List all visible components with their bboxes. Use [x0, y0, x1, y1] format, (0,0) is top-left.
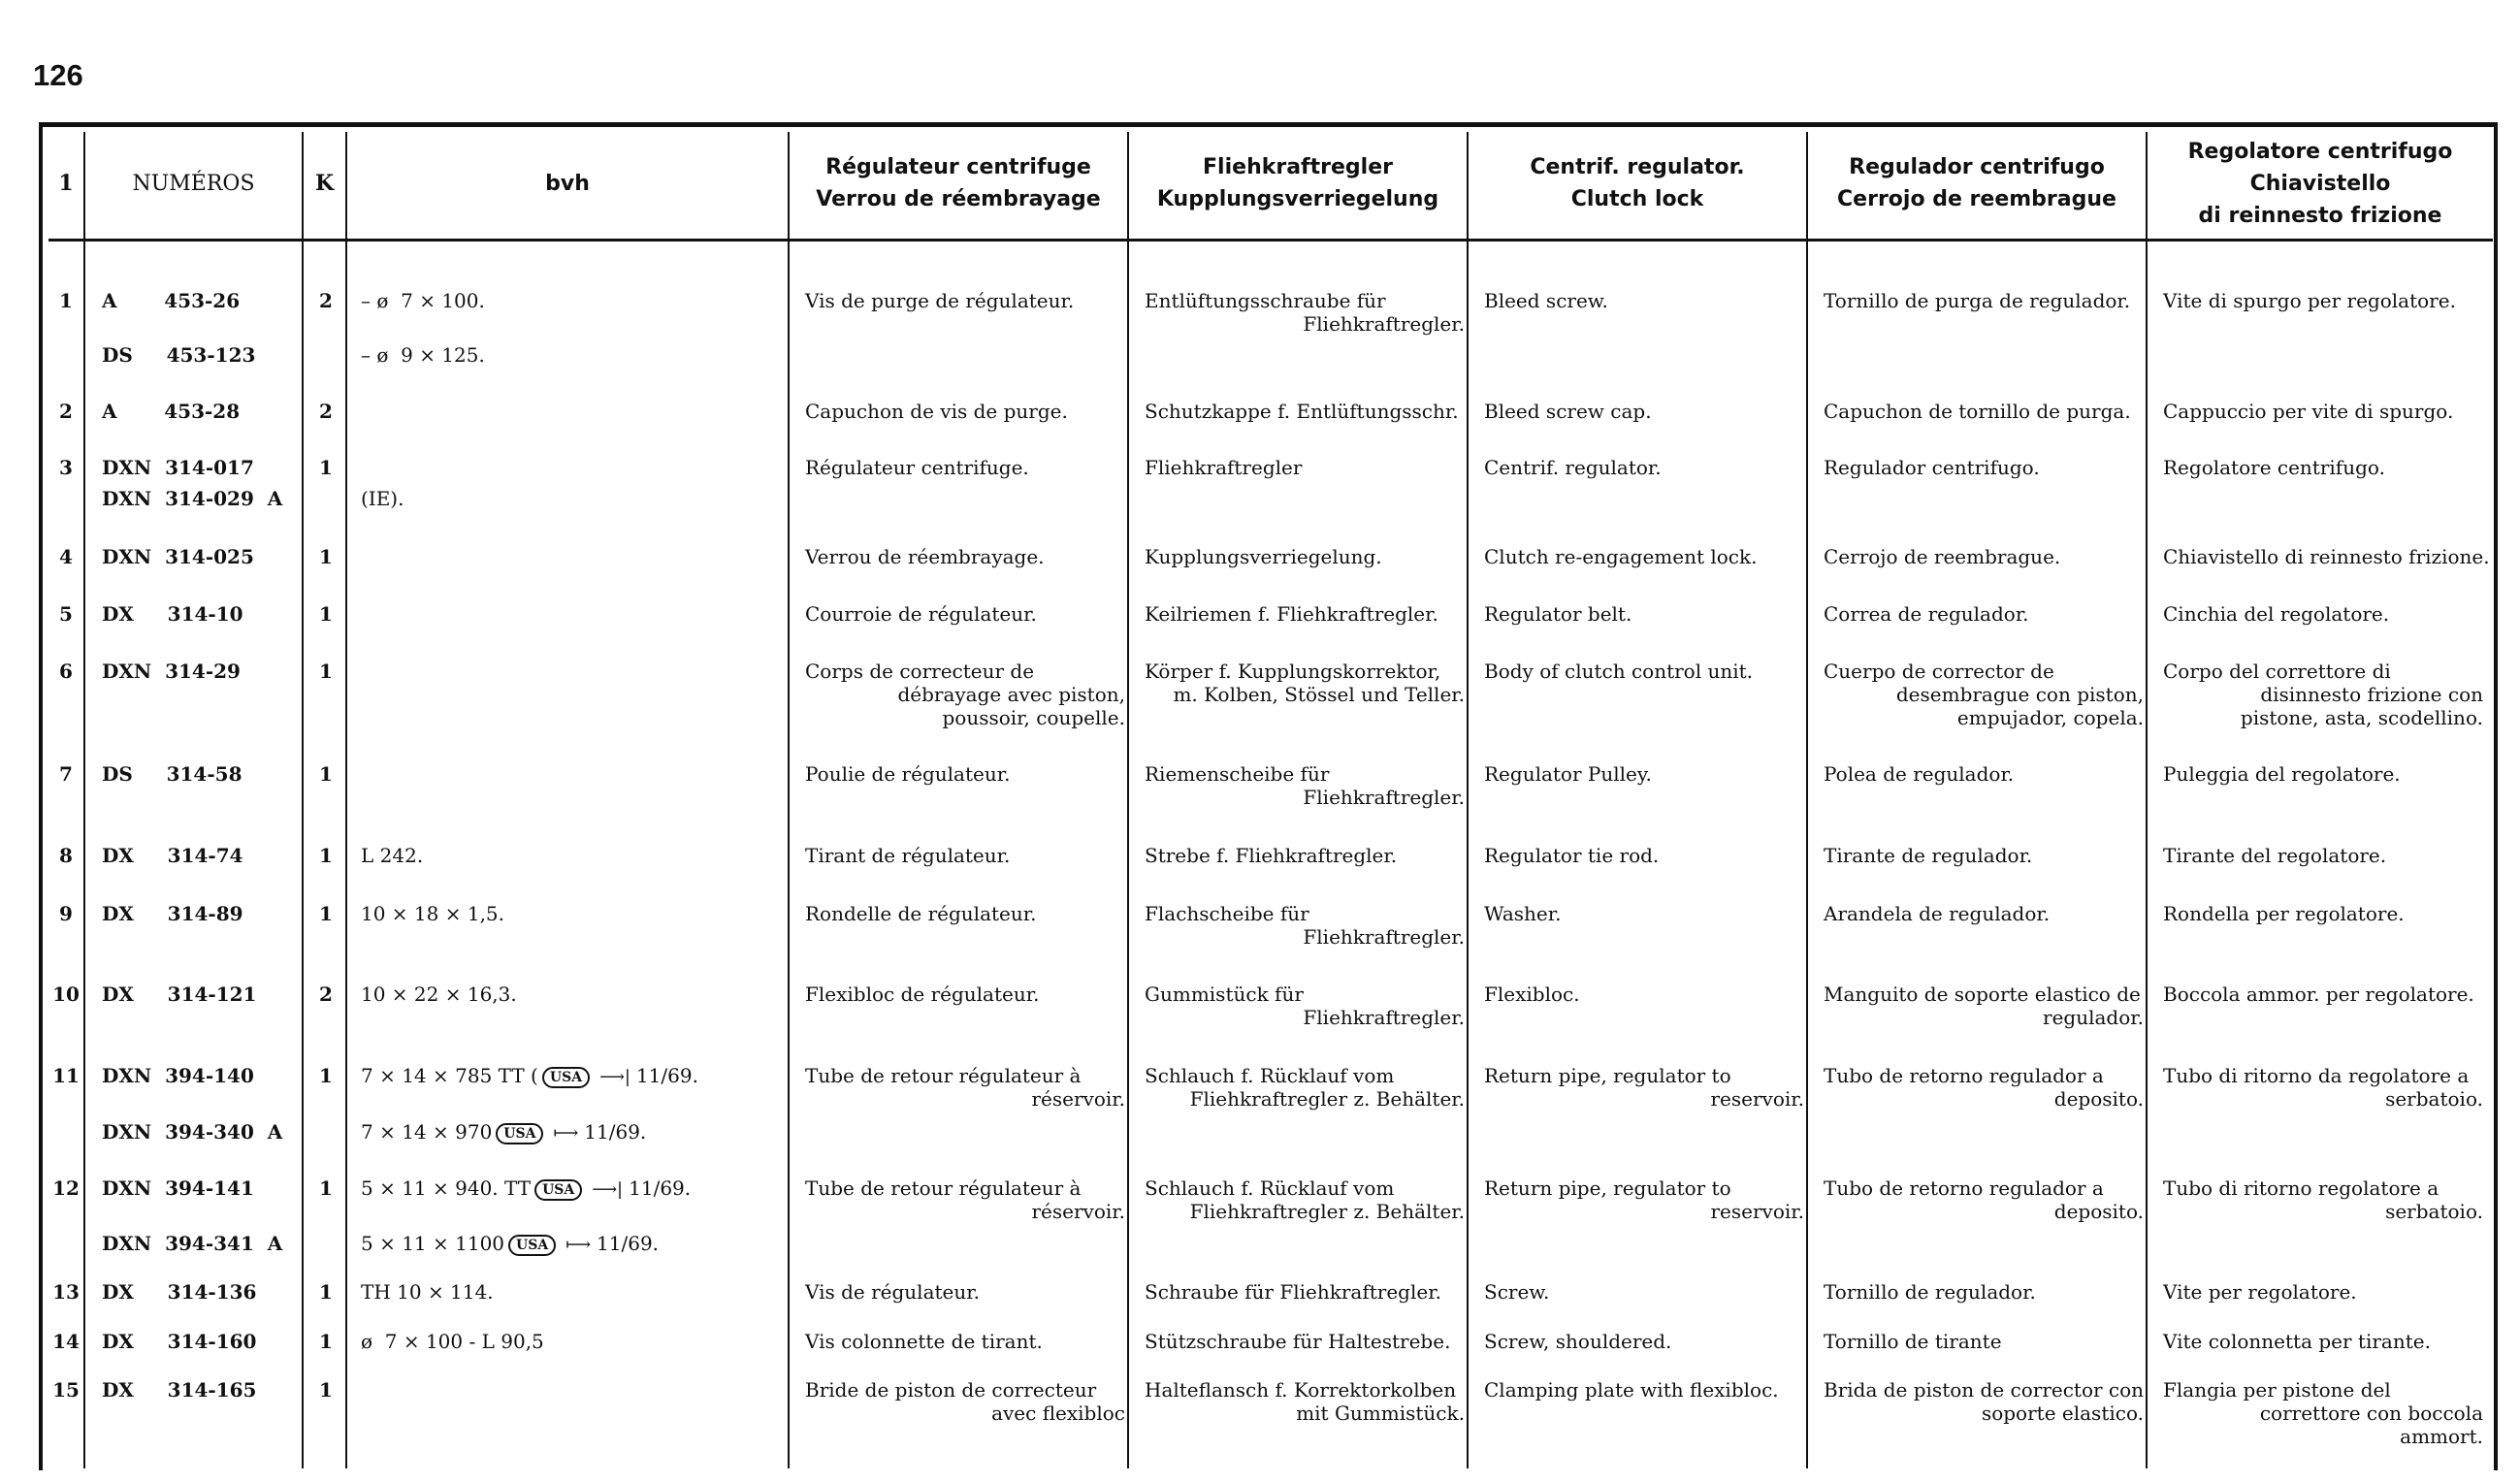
desc-es: Tornillo de purga de regulador.: [1824, 289, 2131, 312]
desc-de: Schlauch f. Rücklauf vom: [1145, 1064, 1395, 1087]
bvh-spec: [361, 1280, 778, 1304]
desc-en: Regulator belt.: [1484, 602, 1632, 626]
bvh-spec: [361, 1330, 778, 1353]
date-arrow-icon: ⟶|: [599, 1067, 630, 1087]
usa-badge-icon: USA: [496, 1123, 543, 1144]
desc-es: Polea de regulador.: [1824, 762, 2015, 786]
desc-fr-cont: réservoir.: [1031, 1200, 1125, 1223]
quantity-k: 1: [319, 1176, 333, 1200]
header-it-line: Chiavistello: [2249, 171, 2391, 196]
row-index: 10: [52, 983, 80, 1006]
desc-it-cont: pistone, asta, scodellino.: [2240, 706, 2483, 729]
row-index: 7: [59, 762, 73, 786]
header-de-line: Kupplungsverriegelung: [1156, 187, 1439, 211]
desc-en: Bleed screw cap.: [1484, 400, 1652, 423]
part-number: DX 314-74: [102, 844, 243, 867]
desc-de-cont: Fliehkraftregler.: [1303, 1006, 1465, 1029]
part-number: DS 314-58: [102, 762, 242, 786]
desc-en: Regulator Pulley.: [1484, 762, 1652, 786]
part-number: DX 314-165: [102, 1378, 257, 1401]
header-en: [1469, 132, 1806, 235]
column-divider: [345, 132, 347, 1468]
desc-fr: Bride de piston de correcteur: [805, 1378, 1097, 1401]
row-index: 2: [59, 400, 73, 423]
part-number: A 453-28: [102, 400, 241, 423]
bvh-text: ø 7 × 100 - L 90,5: [361, 1330, 544, 1353]
desc-es-cont: deposito.: [2053, 1087, 2144, 1111]
part-number: DXN 394-140: [102, 1064, 254, 1087]
bvh-text: – ø 9 × 125.: [361, 343, 485, 367]
desc-es: Cerrojo de reembrague.: [1824, 545, 2061, 568]
usa-badge-icon: USA: [542, 1067, 590, 1088]
bvh-text: L 242.: [361, 844, 424, 867]
desc-de: Keilriemen f. Fliehkraftregler.: [1145, 602, 1438, 626]
desc-en: Washer.: [1484, 902, 1562, 925]
desc-en-cont: reservoir.: [1710, 1087, 1804, 1111]
row-index: 11: [52, 1064, 80, 1087]
header-bvh: bvh: [545, 171, 590, 196]
page-number: 126: [33, 58, 83, 92]
desc-es: Tornillo de tirante: [1824, 1330, 2002, 1353]
desc-en: Centrif. regulator.: [1484, 456, 1662, 479]
desc-it: Rondella per regolatore.: [2163, 902, 2405, 925]
bvh-text: – ø 7 × 100.: [361, 289, 485, 312]
date-arrow-icon: ⟼: [553, 1123, 579, 1144]
desc-de: Schraube für Fliehkraftregler.: [1145, 1280, 1441, 1304]
usa-badge-icon: USA: [508, 1235, 556, 1256]
date-arrow-icon: ⟶|: [592, 1179, 624, 1200]
bvh-date: 11/69.: [635, 1064, 698, 1087]
desc-it: Puleggia del regolatore.: [2163, 762, 2401, 786]
bvh-spec: [361, 902, 778, 925]
bvh-text: 7 × 14 × 970: [361, 1120, 493, 1144]
desc-en: Screw, shouldered.: [1484, 1330, 1672, 1353]
usa-badge-icon: USA: [534, 1179, 582, 1201]
part-number: DX 314-89: [102, 902, 243, 925]
desc-it: Cinchia del regolatore.: [2163, 602, 2390, 626]
header-rule: [48, 239, 2493, 242]
row-index: 14: [52, 1330, 80, 1353]
desc-de: Gummistück für: [1145, 983, 1304, 1006]
desc-it: Vite per regolatore.: [2163, 1280, 2357, 1304]
header-fr-line: Verrou de réembrayage: [816, 187, 1101, 211]
desc-de: Riemenscheibe für: [1145, 762, 1330, 786]
desc-fr: Tube de retour régulateur à: [805, 1176, 1082, 1200]
bvh-spec: [361, 1232, 778, 1257]
desc-en: Flexibloc.: [1484, 983, 1580, 1006]
desc-de-cont: mit Gummistück.: [1296, 1401, 1465, 1425]
desc-fr: Capuchon de vis de purge.: [805, 400, 1068, 423]
bvh-spec: [361, 983, 778, 1006]
desc-es-cont: regulador.: [2043, 1006, 2144, 1029]
part-number: DXN 394-341 A: [102, 1232, 283, 1255]
desc-de-cont: Fliehkraftregler.: [1303, 312, 1465, 336]
part-number: DXN 314-29: [102, 660, 241, 683]
desc-es: Capuchon de tornillo de purga.: [1824, 400, 2131, 423]
desc-es: Cuerpo de corrector de: [1824, 660, 2054, 683]
part-number: A 453-26: [102, 289, 241, 312]
row-index: 6: [59, 660, 73, 683]
desc-de-cont: Fliehkraftregler z. Behälter.: [1189, 1200, 1465, 1223]
quantity-k: 1: [319, 1378, 333, 1401]
bvh-spec: [361, 1064, 778, 1089]
quantity-k: 2: [319, 983, 333, 1006]
desc-it: Tubo di ritorno da regolatore a: [2163, 1064, 2470, 1087]
desc-de: Flachscheibe für: [1145, 902, 1309, 925]
bvh-date: 11/69.: [597, 1232, 660, 1255]
row-index: 12: [52, 1176, 80, 1200]
part-number: DS 453-123: [102, 343, 256, 367]
header-it-line: di reinnesto frizione: [2198, 203, 2442, 228]
bvh-date: 11/69.: [584, 1120, 647, 1144]
column-divider: [83, 132, 85, 1468]
desc-fr: Vis de purge de régulateur.: [805, 289, 1075, 312]
desc-it: Flangia per pistone del: [2163, 1378, 2391, 1401]
quantity-k: 2: [319, 400, 333, 423]
desc-de: Stützschraube für Haltestrebe.: [1145, 1330, 1451, 1353]
desc-it: Regolatore centrifugo.: [2163, 456, 2385, 479]
desc-it: Chiavistello di reinnesto frizione.: [2163, 545, 2490, 568]
row-index: 9: [59, 902, 73, 925]
desc-es-cont: desembrague con piston,: [1895, 683, 2144, 706]
desc-fr-cont: débrayage avec piston,: [897, 683, 1125, 706]
bvh-spec: [361, 343, 778, 367]
desc-fr: Rondelle de régulateur.: [805, 902, 1037, 925]
row-index: 15: [52, 1378, 80, 1401]
desc-es: Tubo de retorno regulador a: [1824, 1176, 2104, 1200]
desc-es: Regulador centrifugo.: [1824, 456, 2040, 479]
row-index: 5: [59, 602, 73, 626]
desc-es: Tirante de regulador.: [1824, 844, 2033, 867]
desc-it-cont: correttore con boccola: [2259, 1401, 2483, 1425]
bvh-text: TH 10 × 114.: [361, 1280, 494, 1304]
row-index: 1: [59, 289, 73, 312]
desc-de: Kupplungsverriegelung.: [1145, 545, 1382, 568]
part-number: DXN 394-141: [102, 1176, 254, 1200]
quantity-k: 1: [319, 1064, 333, 1087]
quantity-k: 1: [319, 456, 333, 479]
desc-en: Regulator tie rod.: [1484, 844, 1660, 867]
desc-de: Körper f. Kupplungskorrektor,: [1145, 660, 1441, 683]
desc-it-cont: ammort.: [2400, 1425, 2483, 1448]
desc-it: Vite di spurgo per regolatore.: [2163, 289, 2456, 312]
header-de: [1129, 132, 1467, 235]
desc-es-cont: empujador, copela.: [1956, 706, 2144, 729]
part-number: DX 314-136: [102, 1280, 257, 1304]
bvh-spec: [361, 1120, 778, 1145]
column-divider: [788, 132, 790, 1468]
part-number: DXN 314-029 A: [102, 487, 283, 510]
desc-es-cont: soporte elastico.: [1981, 1401, 2144, 1425]
desc-de: Entlüftungsschraube für: [1145, 289, 1386, 312]
desc-en: Clutch re-engagement lock.: [1484, 545, 1758, 568]
row-index: 3: [59, 456, 73, 479]
column-divider: [302, 132, 304, 1468]
bvh-text: (IE).: [361, 487, 404, 510]
header-index: 1: [58, 170, 74, 196]
header-es-line: Cerrojo de reembrague: [1837, 187, 2116, 211]
column-divider: [1127, 132, 1129, 1468]
header-k: K: [314, 170, 335, 196]
desc-en-cont: reservoir.: [1710, 1200, 1804, 1223]
row-index: 13: [52, 1280, 80, 1304]
desc-es: Manguito de soporte elastico de: [1824, 983, 2141, 1006]
desc-fr: Corps de correcteur de: [805, 660, 1035, 683]
desc-fr: Courroie de régulateur.: [805, 602, 1037, 626]
desc-fr: Tube de retour régulateur à: [805, 1064, 1082, 1087]
desc-en: Bleed screw.: [1484, 289, 1608, 312]
desc-it-cont: serbatoio.: [2385, 1200, 2483, 1223]
header-fr: [790, 132, 1127, 235]
desc-fr-cont: poussoir, coupelle.: [942, 706, 1125, 729]
quantity-k: 1: [319, 660, 333, 683]
part-number: DX 314-121: [102, 983, 257, 1006]
bvh-text: 10 × 22 × 16,3.: [361, 983, 517, 1006]
desc-fr-cont: réservoir.: [1031, 1087, 1125, 1111]
header-es-line: Regulador centrifugo: [1849, 155, 2105, 179]
quantity-k: 2: [319, 289, 333, 312]
part-number: DX 314-160: [102, 1330, 257, 1353]
desc-fr: Poulie de régulateur.: [805, 762, 1011, 786]
bvh-text: 5 × 11 × 1100: [361, 1232, 505, 1255]
bvh-spec: [361, 289, 778, 312]
desc-it: Tubo di ritorno regolatore a: [2163, 1176, 2439, 1200]
header-it: [2148, 132, 2493, 235]
desc-de-cont: Fliehkraftregler.: [1303, 786, 1465, 809]
desc-it-cont: disinnesto frizione con: [2260, 683, 2483, 706]
desc-it: Tirante del regolatore.: [2163, 844, 2387, 867]
bvh-spec: [361, 487, 778, 510]
desc-it: Boccola ammor. per regolatore.: [2163, 983, 2474, 1006]
quantity-k: 1: [319, 1330, 333, 1353]
desc-de: Schutzkappe f. Entlüftungsschr.: [1145, 400, 1459, 423]
bvh-text: 7 × 14 × 785 TT (: [361, 1064, 538, 1087]
part-number: DXN 314-017: [102, 456, 254, 479]
header-it-line: Regolatore centrifugo: [2187, 139, 2453, 164]
date-arrow-icon: ⟼: [565, 1235, 592, 1255]
quantity-k: 1: [319, 762, 333, 786]
part-number: DX 314-10: [102, 602, 243, 626]
quantity-k: 1: [319, 844, 333, 867]
bvh-text: 10 × 18 × 1,5.: [361, 902, 505, 925]
desc-en: Return pipe, regulator to: [1484, 1064, 1731, 1087]
desc-en: Body of clutch control unit.: [1484, 660, 1754, 683]
desc-de: Halteflansch f. Korrektorkolben: [1145, 1378, 1457, 1401]
part-number: DXN 394-340 A: [102, 1120, 283, 1144]
desc-it: Cappuccio per vite di spurgo.: [2163, 400, 2454, 423]
desc-en: Screw.: [1484, 1280, 1550, 1304]
header-en-line: Centrif. regulator.: [1530, 155, 1745, 179]
desc-de: Fliehkraftregler: [1145, 456, 1303, 479]
quantity-k: 1: [319, 545, 333, 568]
header-es: [1808, 132, 2146, 235]
bvh-spec: [361, 844, 778, 867]
desc-it: Corpo del correttore di: [2163, 660, 2391, 683]
desc-fr: Verrou de réembrayage.: [805, 545, 1045, 568]
desc-fr: Régulateur centrifuge.: [805, 456, 1029, 479]
desc-de-cont: Fliehkraftregler z. Behälter.: [1189, 1087, 1465, 1111]
column-divider: [1806, 132, 1808, 1468]
desc-de: Strebe f. Fliehkraftregler.: [1145, 844, 1398, 867]
bvh-spec: [361, 1176, 778, 1202]
desc-de-cont: m. Kolben, Stössel und Teller.: [1173, 683, 1465, 706]
desc-fr: Vis colonnette de tirant.: [805, 1330, 1043, 1353]
column-divider: [1467, 132, 1469, 1468]
desc-en: Return pipe, regulator to: [1484, 1176, 1731, 1200]
header-de-line: Fliehkraftregler: [1203, 155, 1393, 179]
desc-es-cont: deposito.: [2053, 1200, 2144, 1223]
row-index: 8: [59, 844, 73, 867]
quantity-k: 1: [319, 602, 333, 626]
desc-es: Correa de regulador.: [1824, 602, 2029, 626]
desc-es: Brida de piston de corrector con: [1824, 1378, 2145, 1401]
desc-fr: Vis de régulateur.: [805, 1280, 980, 1304]
quantity-k: 1: [319, 902, 333, 925]
bvh-date: 11/69.: [629, 1176, 692, 1200]
desc-it: Vite colonnetta per tirante.: [2163, 1330, 2431, 1353]
desc-de: Schlauch f. Rücklauf vom: [1145, 1176, 1395, 1200]
desc-fr: Flexibloc de régulateur.: [805, 983, 1040, 1006]
header-fr-line: Régulateur centrifuge: [825, 155, 1091, 179]
desc-de-cont: Fliehkraftregler.: [1303, 925, 1465, 949]
quantity-k: 1: [319, 1280, 333, 1304]
desc-fr: Tirant de régulateur.: [805, 844, 1011, 867]
row-index: 4: [59, 545, 73, 568]
part-number: DXN 314-025: [102, 545, 254, 568]
desc-es: Tornillo de regulador.: [1824, 1280, 2036, 1304]
desc-it-cont: serbatoio.: [2385, 1087, 2483, 1111]
bvh-text: 5 × 11 × 940. TT: [361, 1176, 532, 1200]
desc-fr-cont: avec flexibloc: [991, 1401, 1125, 1425]
column-divider: [2146, 132, 2148, 1468]
desc-es: Tubo de retorno regulador a: [1824, 1064, 2104, 1087]
header-en-line: Clutch lock: [1570, 187, 1704, 211]
desc-en: Clamping plate with flexibloc.: [1484, 1378, 1779, 1401]
desc-es: Arandela de regulador.: [1824, 902, 2051, 925]
header-numeros: NUMÉROS: [132, 171, 255, 196]
